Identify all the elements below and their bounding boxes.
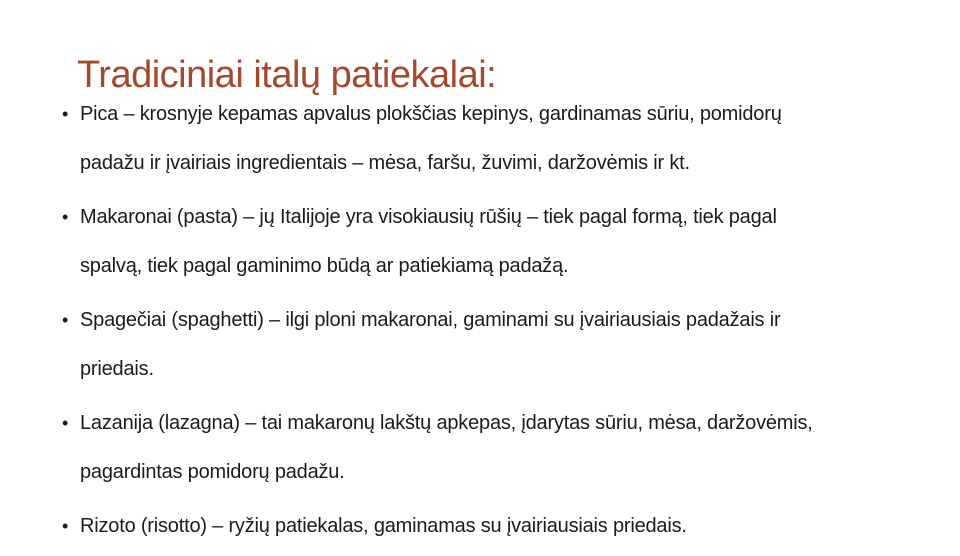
- bullet-text-line: pagardintas pomidorų padažu.: [80, 461, 345, 483]
- bullet-text: [80, 502, 940, 551]
- bullet-marker: •: [62, 413, 69, 433]
- bullet-text: [80, 399, 940, 497]
- bullet-marker: •: [62, 104, 69, 124]
- bullet-marker: •: [62, 516, 69, 536]
- bullet-item: [62, 296, 940, 394]
- bullet-text-line: spalvą, tiek pagal gaminimo būdą ar patiekiamą padažą.: [80, 255, 569, 277]
- bullet-text: [80, 90, 940, 188]
- bullet-text-line: padažu ir įvairiais ingredientais – mėsa, faršu, žuvimi, daržovėmis ir kt.: [80, 152, 690, 174]
- bullet-list: [62, 90, 940, 556]
- bullet-text-line: Lazanija (lazagna) – tai makaronų lakštų apkepas, įdarytas sūriu, mėsa, daržovėmis,: [80, 412, 813, 434]
- bullet-text-line: Rizoto (risotto) – ryžių patiekalas, gaminamas su įvairiausiais priedais.: [80, 515, 687, 537]
- bullet-text-line: Makaronai (pasta) – jų Italijoje yra visokiausių rūšių – tiek pagal formą, tiek pagal: [80, 206, 777, 228]
- bullet-item: [62, 193, 940, 291]
- bullet-marker: •: [62, 207, 69, 227]
- bullet-item: [62, 90, 940, 188]
- bullet-marker: •: [62, 310, 69, 330]
- bullet-text-line: Pica – krosnyje kepamas apvalus plokščias kepinys, gardinamas sūriu, pomidorų: [80, 103, 782, 125]
- bullet-text-line: Spagečiai (spaghetti) – ilgi ploni makaronai, gaminami su įvairiausiais padažais ir: [80, 309, 781, 331]
- bullet-text: [80, 193, 940, 291]
- bullet-text: [80, 296, 940, 394]
- bullet-item: [62, 399, 940, 497]
- bullet-item: [62, 502, 940, 551]
- slide-title: Tradiciniai italų patiekalai:: [77, 54, 497, 97]
- bullet-text-line: priedais.: [80, 358, 154, 380]
